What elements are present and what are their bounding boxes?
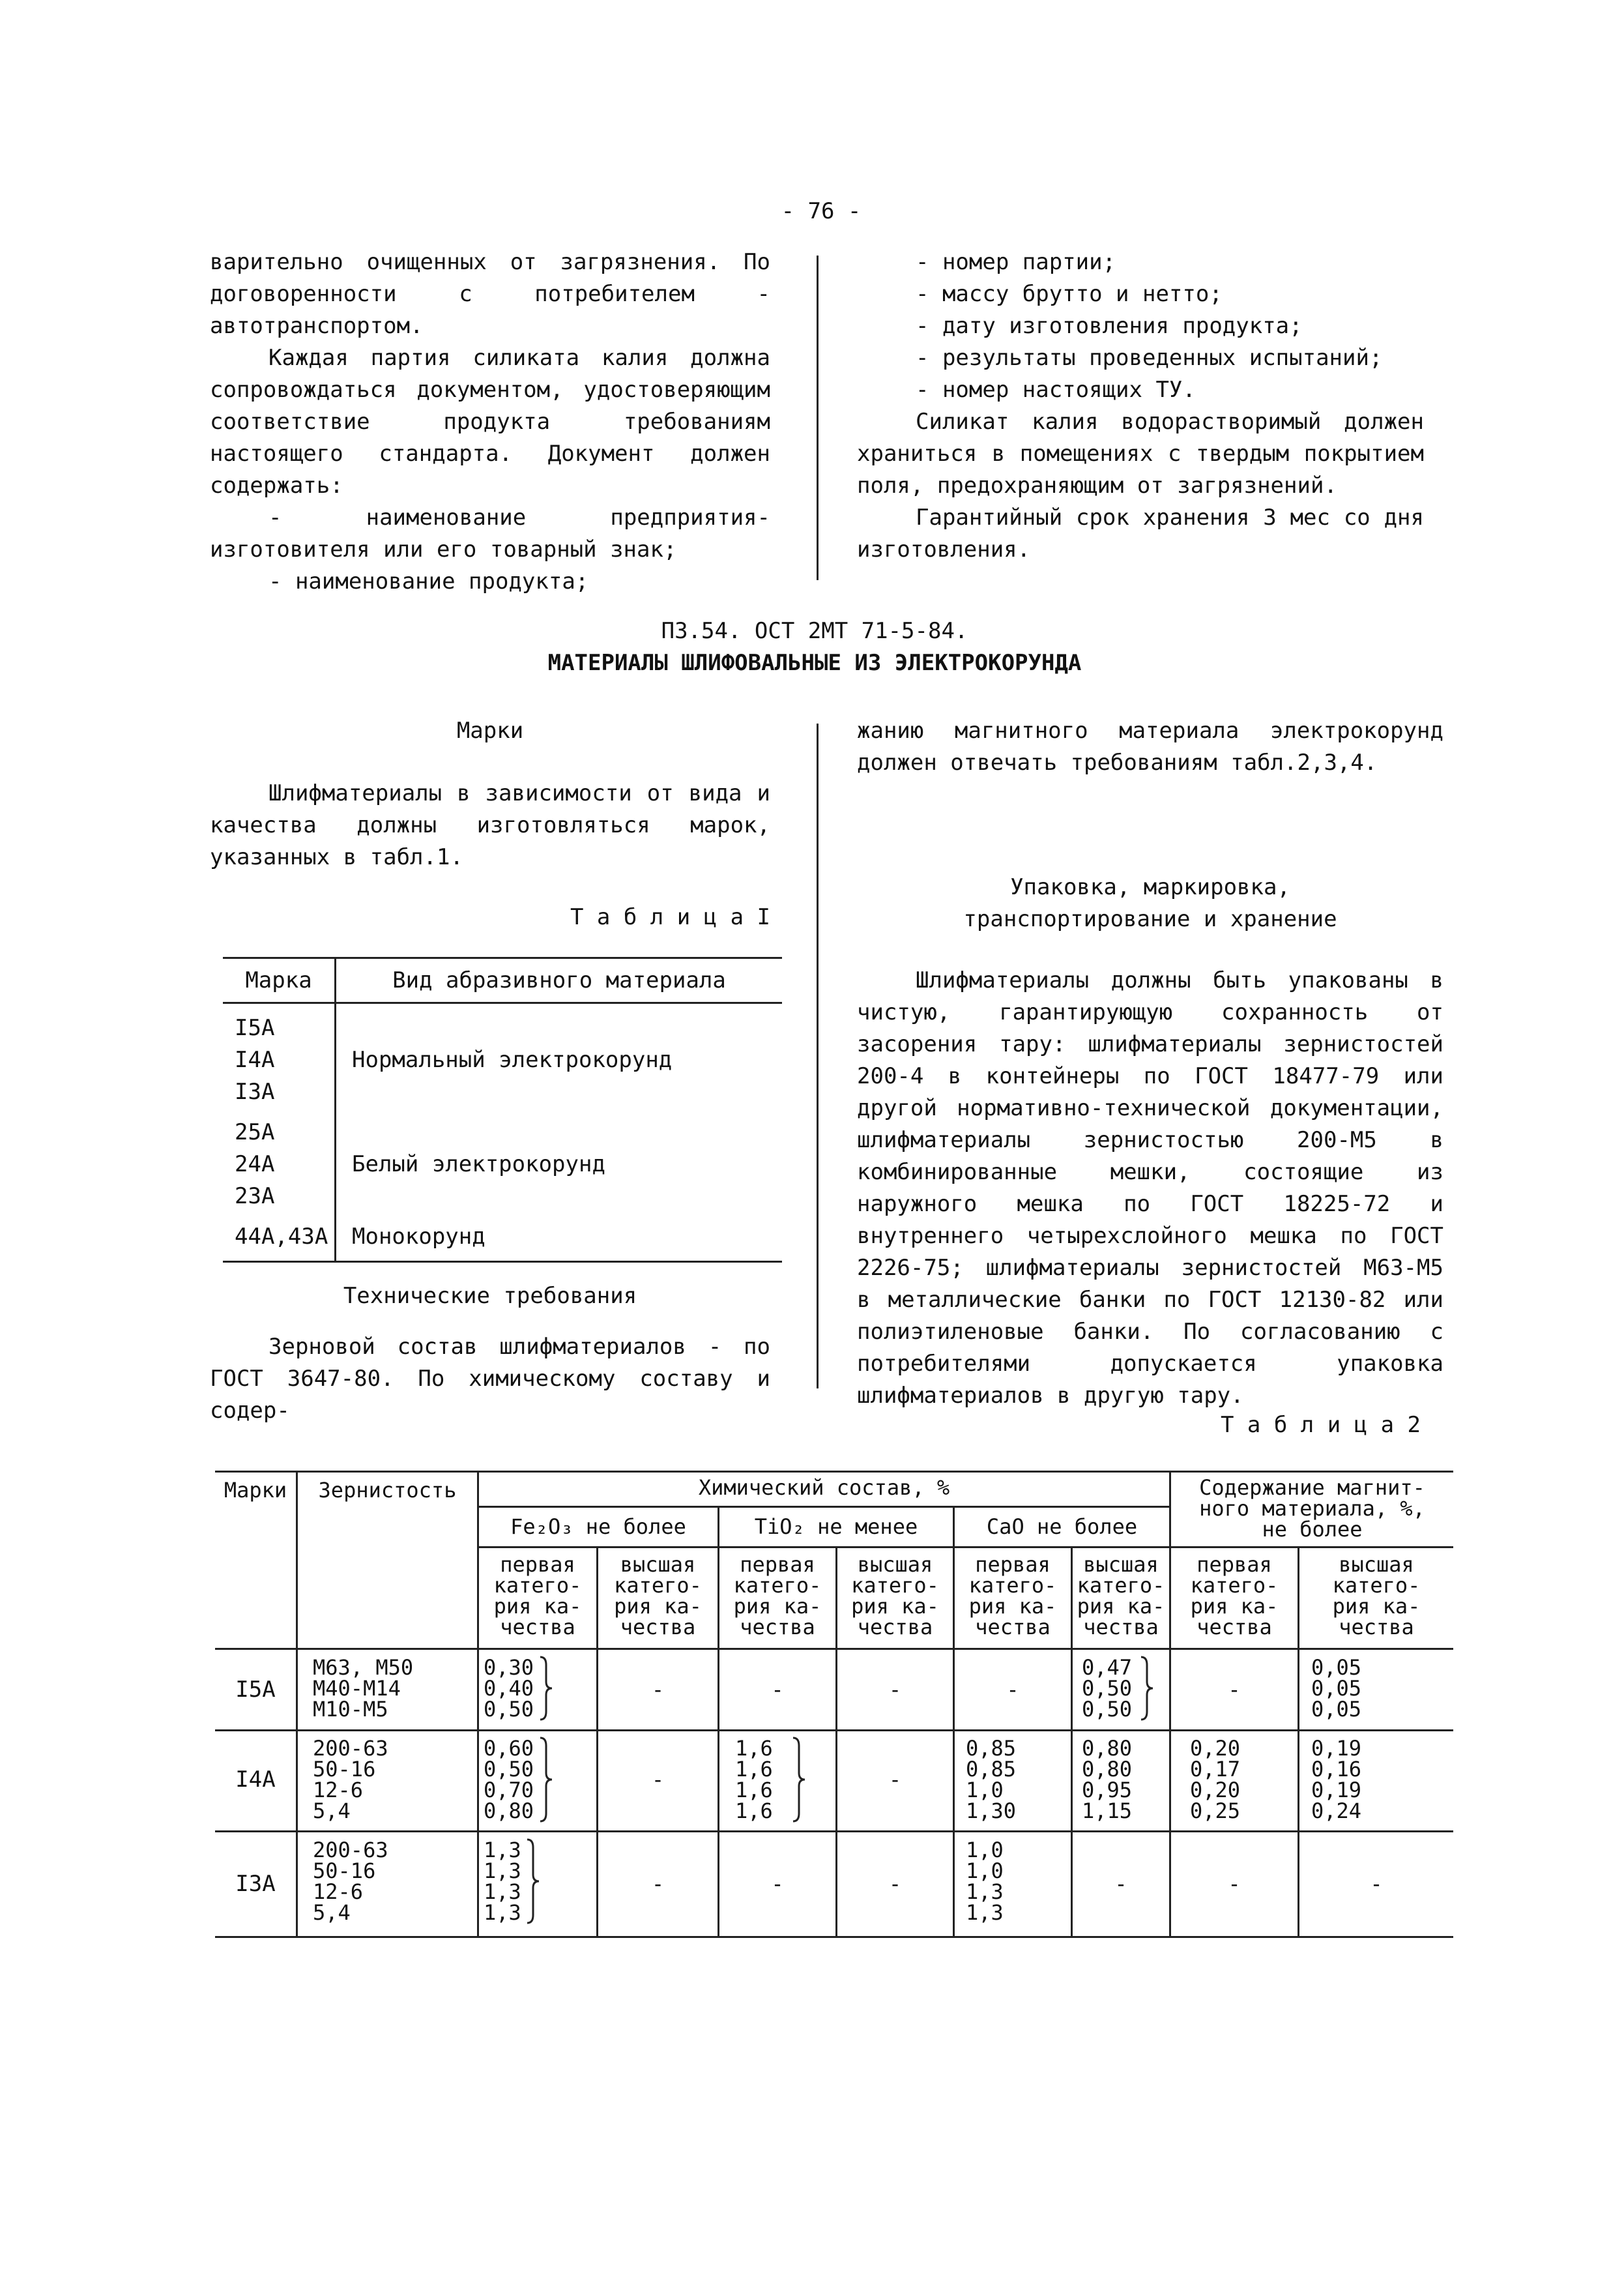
top-right-column — [857, 246, 1424, 566]
subheader-first: первая катего- рия ка- чества — [733, 1552, 822, 1639]
table2-value: - — [651, 1677, 665, 1702]
paragraph: Каждая партия силиката калия должна сопровождаться документом, удостоверяющим соответствие продукта требованиям настоящего стандарта. Документ должен содержать: — [210, 345, 770, 499]
table2-value: 0,47 0,50 0,50 — [1082, 1655, 1133, 1722]
packaging-heading-2: транспортирование и хранение — [963, 906, 1337, 932]
table2-value: 0,05 0,05 0,05 — [1311, 1655, 1362, 1722]
subheader-first: первая катего- рия ка- чества — [493, 1552, 582, 1639]
table2-value: - — [1370, 1871, 1383, 1896]
table2-value: 1,3 1,3 1,3 1,3 — [484, 1838, 521, 1925]
table1-mark: I3A — [235, 1079, 275, 1105]
table2-header-ca: CaO не более — [986, 1514, 1138, 1539]
table2-mark: I3A — [235, 1871, 276, 1897]
table2-header-grain: Зернистость — [318, 1478, 457, 1503]
table2-value: 0,20 0,17 0,20 0,25 — [1190, 1736, 1241, 1823]
brace-icon — [525, 1838, 541, 1924]
table2-value: 0,30 0,40 0,50 — [484, 1655, 534, 1722]
table2-grain: 200-63 50-16 12-6 5,4 — [313, 1736, 388, 1823]
table2-grain: 200-63 50-16 12-6 5,4 — [313, 1838, 388, 1925]
list-item: - массу брутто и нетто; — [916, 281, 1223, 307]
packaging-paragraph: Шлифматериалы должны быть упакованы в чистую, гарантирующую сохранность от засорения тару: шлифматериалы зернистостей 200-4 в контейнеры по ГОСТ 18477-79 или другой нормативно-технической документации, шлифматериалы зернистостью 200-М5 в комбинированные мешки, состоящие из наружного мешка по ГОСТ 18225-72 и внутреннего четырехслойного мешка по ГОСТ 2226-75; шлифматериалы зернистостей М63-М5 в металлические банки по ГОСТ 12130-82 или полиэтиленовые банки. По согласованию с потребителями допускается упаковка шлифматериалов в другую тару. — [857, 967, 1443, 1409]
subheader-first: первая катего- рия ка- чества — [968, 1552, 1057, 1639]
continuation-paragraph: жанию магнитного материала электрокорунд должен отвечать требованиям табл.2,3,4. — [857, 718, 1443, 776]
brace-icon — [538, 1737, 554, 1823]
list-item: - наименование продукта; — [268, 568, 589, 594]
table1-mark: 24А — [235, 1151, 275, 1177]
table2-header-ti: TiO₂ не менее — [754, 1514, 918, 1539]
list-item: - дату изготовления продукта; — [916, 313, 1303, 339]
table2-value: 0,85 0,85 1,0 1,30 — [966, 1736, 1017, 1823]
marks-paragraph: Шлифматериалы в зависимости от вида и качества должны изготовляться марок, указанных в табл.1. — [210, 780, 770, 870]
table1-caption: Т а б л и ц а I — [570, 904, 770, 930]
table2-value: - — [888, 1767, 902, 1792]
table2-header-marks: Марки — [224, 1478, 287, 1503]
table2-header-fe: Fe₂O₃ не более — [510, 1514, 686, 1539]
table2-value: - — [771, 1677, 784, 1702]
list-item: - номер партии; — [916, 249, 1116, 275]
table2-value: 1,6 1,6 1,6 1,6 — [735, 1736, 773, 1823]
table2-value: - — [1228, 1677, 1241, 1702]
table1-mark: 23А — [235, 1183, 275, 1209]
brace-icon — [538, 1656, 554, 1721]
table2-value: - — [771, 1871, 784, 1896]
subheader-high: высшая катего- рия ка- чества — [1332, 1552, 1421, 1639]
tech-heading: Технические требования — [343, 1283, 637, 1309]
table2-value: - — [888, 1871, 902, 1896]
column-divider — [817, 724, 819, 1388]
table2-value: - — [1006, 1677, 1019, 1702]
table2-value: - — [888, 1677, 902, 1702]
table1-material: Нормальный электрокорунд — [352, 1047, 673, 1073]
table2-value: - — [1228, 1871, 1241, 1896]
top-left-column — [210, 246, 770, 598]
list-item: - результаты проведенных испытаний; — [916, 345, 1383, 371]
section-number: П3.54. ОСТ 2МТ 71-5-84. — [661, 618, 968, 644]
paragraph: Силикат калия водорастворимый должен храниться в помещениях с твердым покрытием поля, предохраняющим от загрязнений. — [857, 409, 1424, 499]
subheader-high: высшая катего- рия ка- чества — [1077, 1552, 1165, 1639]
table2-mark: I5А — [235, 1677, 276, 1703]
page-number: - 76 - — [781, 198, 862, 224]
table2-grain: М63, М50 М40-М14 М10-М5 — [313, 1655, 414, 1722]
table2-value: - — [1114, 1871, 1127, 1896]
brace-icon — [1139, 1656, 1155, 1721]
table1-mark: 25А — [235, 1119, 275, 1145]
table2-value: 0,80 0,80 0,95 1,15 — [1082, 1736, 1133, 1823]
table2-header-magnetic: Содержание магнит- ного материала, %, не более — [1199, 1475, 1425, 1542]
marks-heading: Марки — [456, 718, 524, 744]
subheader-first: первая катего- рия ка- чества — [1190, 1552, 1279, 1639]
paragraph: варительно очищенных от загрязнения. По договоренности с потребителем - автотранспортом. — [210, 249, 770, 339]
table2-value: 0,19 0,16 0,19 0,24 — [1311, 1736, 1362, 1823]
subheader-high: высшая катего- рия ка- чества — [851, 1552, 939, 1639]
table1-header-mark: Марка — [245, 967, 312, 993]
table1-mark: I4A — [235, 1047, 275, 1073]
table2-value: - — [651, 1871, 665, 1896]
table2-value: 0,60 0,50 0,70 0,80 — [484, 1736, 534, 1823]
table1-mark: 44А,43А — [235, 1224, 328, 1250]
table1-header-material: Вид абразивного материала — [392, 967, 726, 993]
table2-mark: I4A — [235, 1767, 276, 1793]
table2-value: 1,0 1,0 1,3 1,3 — [966, 1838, 1004, 1925]
tech-paragraph: Зерновой состав шлифматериалов - по ГОСТ 3647-80. По химическому составу и содер- — [210, 1334, 770, 1424]
subheader-high: высшая катего- рия ка- чества — [614, 1552, 702, 1639]
table2-caption: Т а б л и ц а 2 — [1220, 1412, 1421, 1438]
list-item: - наименование предприятия-изготовителя или его товарный знак; — [210, 505, 770, 563]
table2-header-chem: Химический состав, % — [698, 1475, 950, 1500]
packaging-heading-1: Упаковка, маркировка, — [1010, 874, 1290, 900]
table1-mark: I5A — [235, 1015, 275, 1041]
list-item: - номер настоящих ТУ. — [916, 377, 1196, 403]
section-title: МАТЕРИАЛЫ ШЛИФОВАЛЬНЫЕ ИЗ ЭЛЕКТРОКОРУНДА — [547, 650, 1082, 676]
table1-material: Монокорунд — [352, 1224, 486, 1250]
table1-material: Белый электрокорунд — [352, 1151, 605, 1177]
brace-icon — [791, 1737, 807, 1823]
table2-value: - — [651, 1767, 665, 1792]
paragraph: Гарантийный срок хранения 3 мес со дня изготовления. — [857, 505, 1424, 563]
column-divider — [817, 256, 819, 580]
